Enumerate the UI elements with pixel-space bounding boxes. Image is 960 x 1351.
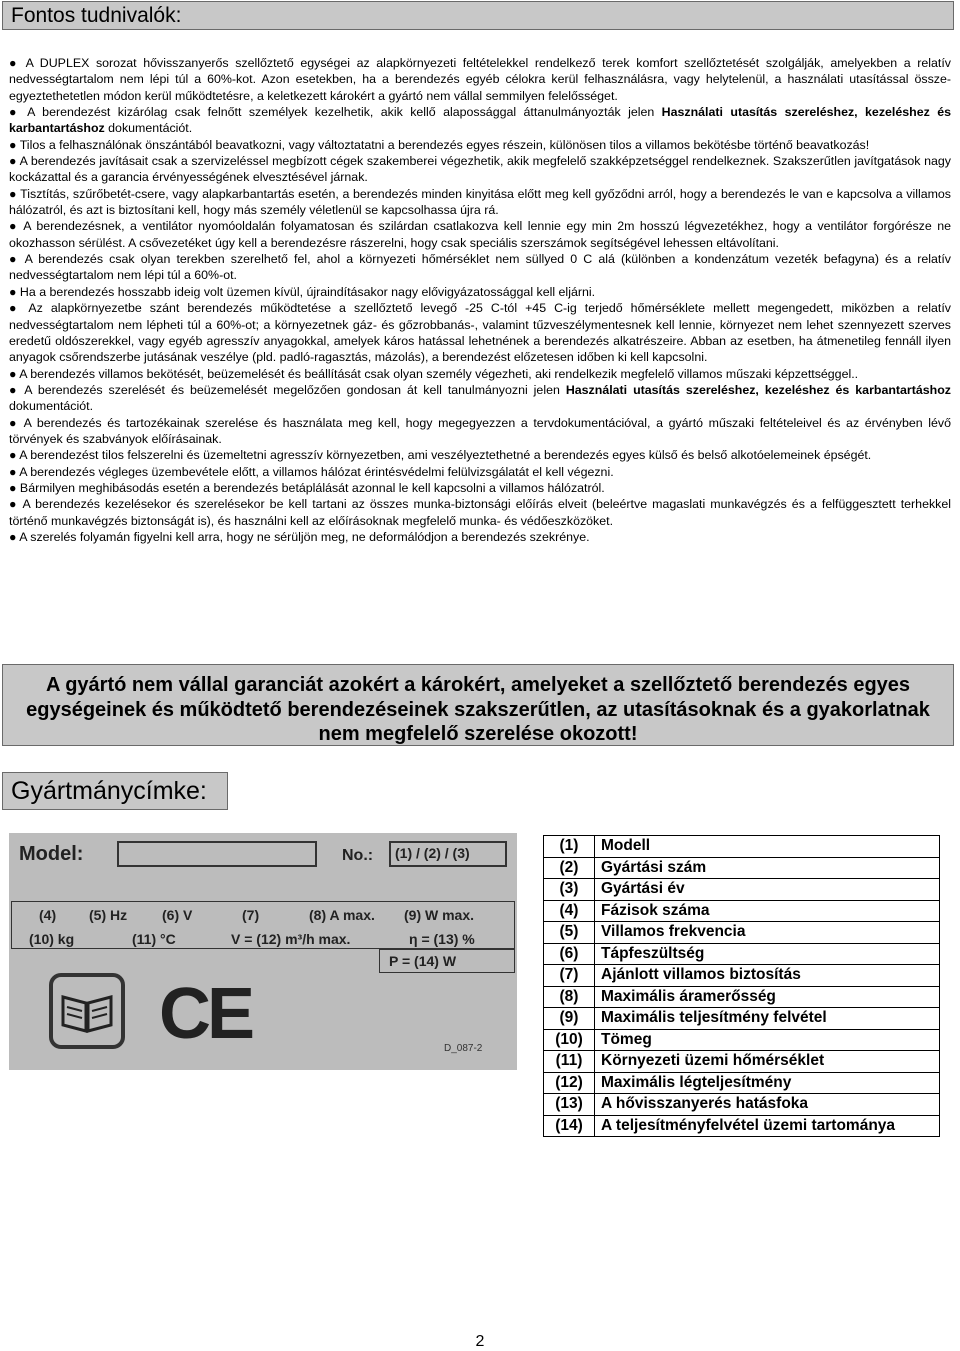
plate-model-box	[117, 841, 317, 867]
plate-no-value: (1) / (2) / (3)	[395, 845, 470, 861]
book-icon	[53, 977, 121, 1045]
legend-description: Maximális légteljesítmény	[595, 1072, 940, 1094]
bullet-paragraph: ● A berendezés javításait csak a szervizeléssel megbízott cégek szakemberei végezhetik, akik megfelelő szakképzetséggel rendelkeznek. Szakszerűtlen javítgatások nagy kockázattal és a garancia érvényességének elvesztésével járnak.	[9, 154, 951, 185]
legend-description: Fázisok száma	[595, 900, 940, 922]
bullet-paragraph: ● Bármilyen meghibásodás esetén a berendezés betáplálását azonnal le kell kapcsolni a villamos hálózatról.	[9, 480, 605, 495]
warranty-warning	[2, 664, 954, 746]
legend-row	[544, 965, 940, 987]
legend-row	[544, 1008, 940, 1030]
legend-row	[544, 1115, 940, 1137]
legend-row	[544, 922, 940, 944]
legend-number: (7)	[544, 965, 595, 987]
legend-number: (8)	[544, 986, 595, 1008]
plate-cell: (4)	[39, 907, 57, 923]
legend-number: (10)	[544, 1029, 595, 1051]
legend-description: Modell	[595, 836, 940, 858]
bullet-paragraph: ● A DUPLEX sorozat hővisszanyerős szellőztető egységei az alapkörnyezeti feltételekkel rendelkező terek komfort szellőztetését szolgálják, amelyekben a relatív nedvességtartalom nem lépi túl a 60%-kot. Azon esetekben, ha a berendezés egyéb célokra kerül felhasználásra, vagy helytelenül, a használati utasítással össze-egyeztethetetlen módon kerül működtetésre, a keletkezett károkért a gyártó nem vállal semmilyen felelősséget.	[9, 56, 951, 103]
legend-description: Maximális teljesítmény felvétel	[595, 1008, 940, 1030]
bullet-paragraph: ● Az alapkörnyezetbe szánt berendezés működtetése a szellőztető levegő -25 C-tól +45 C-ig terjedő hőmérséklete mellett megengedett, miközben a relatív nedvességtartalom nem lépheti túl a 60%-ot; a környezetnek gáz- és gőzrobbanás-, valamint tűzveszélymentesnek kell lennie, környezet nem lehet szennyezett szerves eredetű oldószerekkel, vagy egyéb agresszív anyagokkal, amelyek káros hatással lehetnének a berendezés alkatrészeire. Abban az esetben, ha átmenetileg fennáll ilyen anyagok csőrendszerbe jutásának veszélye (pld. padló-ragasztás, mázolás), a berendezést előzetesen időben ki kell kapcsolni.	[9, 301, 951, 365]
section-title: Fontos tudnivalók:	[11, 4, 182, 27]
legend-description: Tápfeszültség	[595, 943, 940, 965]
legend-row	[544, 943, 940, 965]
plate-cell: V = (12) m³/h max.	[231, 931, 351, 947]
legend-number: (1)	[544, 836, 595, 858]
legend-number: (4)	[544, 900, 595, 922]
page-number: 2	[475, 1333, 485, 1350]
bullet-paragraph: ● A berendezésnek, a ventilátor nyomóoldalán folyamatosan és szilárdan csatlakozva kell lennie egy min 2m hosszú légvezetékhez, hogy a ventilátor forgórésze ne okozhasson sérülést. A csővezetéket úgy kell a berendezésre rászerelni, hogy csak speciális szerszámok segítségével lehessen eltávolítani.	[9, 219, 951, 250]
legend-number: (12)	[544, 1072, 595, 1094]
plate-cell: (6) V	[162, 907, 193, 923]
legend-row	[544, 879, 940, 901]
legend-description: Gyártási év	[595, 879, 940, 901]
plate-cell: (5) Hz	[89, 907, 128, 923]
bullet-paragraph: ● A berendezés végleges üzembevétele előtt, a villamos hálózat érintésvédelmi felülvizsgálatát el kell végezni.	[9, 464, 614, 479]
legend-description: Villamos frekvencia	[595, 922, 940, 944]
legend-description: A teljesítményfelvétel üzemi tartománya	[595, 1115, 940, 1137]
plate-cell: η = (13) %	[409, 931, 475, 947]
bullet-paragraph: ● A berendezés csak olyan terekben szerelhető fel, ahol a környezeti hőmérséklet nem süllyed 0 C alá (különben a kondenzátum vezeték befagyna) és a relatív nedvességtartalom nem lépi túl a 60%-ot.	[9, 252, 951, 283]
legend-number: (2)	[544, 857, 595, 879]
plate-cell: (7)	[242, 907, 260, 923]
legend-number: (14)	[544, 1115, 595, 1137]
legend-row	[544, 1072, 940, 1094]
label-legend-table	[543, 835, 940, 1137]
legend-description: A hővisszanyerés hatásfoka	[595, 1094, 940, 1116]
bullet-paragraph: ● A berendezést kizárólag csak felnőtt személyek kezelhetik, akik kellő alapossággal áttanulmányozták jelen Használati utasítás szereléshez, kezeléshez és karbantartáshoz dokumentációt.	[9, 105, 951, 136]
legend-row	[544, 900, 940, 922]
book-icon	[49, 973, 125, 1049]
plate-cell: (11) °C	[132, 931, 176, 947]
legend-row	[544, 857, 940, 879]
legend-number: (5)	[544, 922, 595, 944]
section-header-important	[2, 1, 954, 30]
legend-row	[544, 1094, 940, 1116]
plate-model-label: Model:	[19, 843, 84, 865]
legend-number: (13)	[544, 1094, 595, 1116]
plate-no-label: No.:	[342, 847, 374, 864]
plate-cell: (9) W max.	[404, 907, 475, 923]
legend-description: Gyártási szám	[595, 857, 940, 879]
legend-row	[544, 1051, 940, 1073]
legend-row	[544, 836, 940, 858]
plate-code: D_087-2	[444, 1043, 483, 1054]
bullet-paragraph: ● Tilos a felhasználónak önszántából beavatkozni, vagy változtatatni a berendezés egyes részein, különösen tilos a villamos bekötésbe történő beavatkozás!	[9, 137, 870, 152]
section-header-label	[2, 772, 228, 810]
bullet-paragraph: ● Tisztítás, szűrőbetét-csere, vagy alapkarbantartás esetén, a berendezés minden kinyitása előtt meg kell győződni arról, hogy a berendezés le van e kapcsolva a villamos hálózatról, és azt is biztosítani kell, hogy más személy véletlenül se kapcsolhassa újra rá.	[9, 186, 951, 218]
ce-mark: CE	[159, 974, 252, 1054]
legend-description: Maximális áramerősség	[595, 986, 940, 1008]
bullet-paragraph: ● Ha a berendezés hosszabb ideig volt üzemen kívül, újraindításakor nagy elővigyázatossággal kell eljárni.	[9, 284, 596, 299]
plate-cell: (8) A max.	[309, 907, 375, 923]
bullet-paragraph: ● A berendezés szerelését és beüzemelését megelőzően gondosan át kell tanulmányozni jelen Használati utasítás szereléshez, kezeléshez és karbantartáshoz dokumentációt.	[9, 382, 951, 414]
rating-plate-image	[9, 833, 517, 1070]
section-title: Gyártmánycímke:	[11, 777, 207, 805]
plate-cell: (10) kg	[29, 931, 75, 947]
legend-description: Tömeg	[595, 1029, 940, 1051]
legend-number: (11)	[544, 1051, 595, 1073]
legend-number: (6)	[544, 943, 595, 965]
legend-description: Környezeti üzemi hőmérséklet	[595, 1051, 940, 1073]
important-notes-text	[9, 55, 951, 545]
legend-row	[544, 1029, 940, 1051]
bullet-paragraph: ● A berendezés és tartozékainak szerelése és használata meg kell, hogy megegyezzen a tervdokumentációval, a gyártó műszaki feltételeivel és az érvényben lévő törvények és szabványok előírásainak.	[9, 415, 951, 446]
warning-text: A gyártó nem vállal garanciát azokért a károkért, amelyeket a szellőztető berendezés egyes egységeinek és működtető berendezéseinek szakszerűtlen, az utasításoknak és a gyakorlatnak nem megfelelő szerelése okozott!	[26, 674, 930, 745]
bullet-paragraph: ● A berendezés villamos bekötését, beüzemelését és beállítását csak olyan személy végezheti, aki rendelkezik megfelelő villamos műszaki képzettséggel..	[9, 366, 859, 381]
plate-power: P = (14) W	[389, 953, 457, 969]
legend-number: (3)	[544, 879, 595, 901]
bullet-paragraph: ● A berendezés kezelésekor és szerelésekor be kell tartani az összes munka-biztonsági előírás elveit (beleértve magaslati munkavégzés és a felfüggesztett terhekkel történő munkavégzés biztonságát is), és használni kell az előírásoknak megfelelő munka- és védőeszközöket.	[9, 497, 951, 528]
bullet-paragraph: ● A berendezést tilos felszerelni és üzemeltetni agresszív környezetben, ami veszélyeztethetné a berendezés egyes külső és belső alkotóelemeinek épségét.	[9, 448, 872, 463]
bullet-paragraph: ● A szerelés folyamán figyelni kell arra, hogy ne sérüljön meg, ne deformálódjon a berendezés szekrénye.	[9, 529, 590, 544]
legend-number: (9)	[544, 1008, 595, 1030]
legend-description: Ajánlott villamos biztosítás	[595, 965, 940, 987]
legend-row	[544, 986, 940, 1008]
